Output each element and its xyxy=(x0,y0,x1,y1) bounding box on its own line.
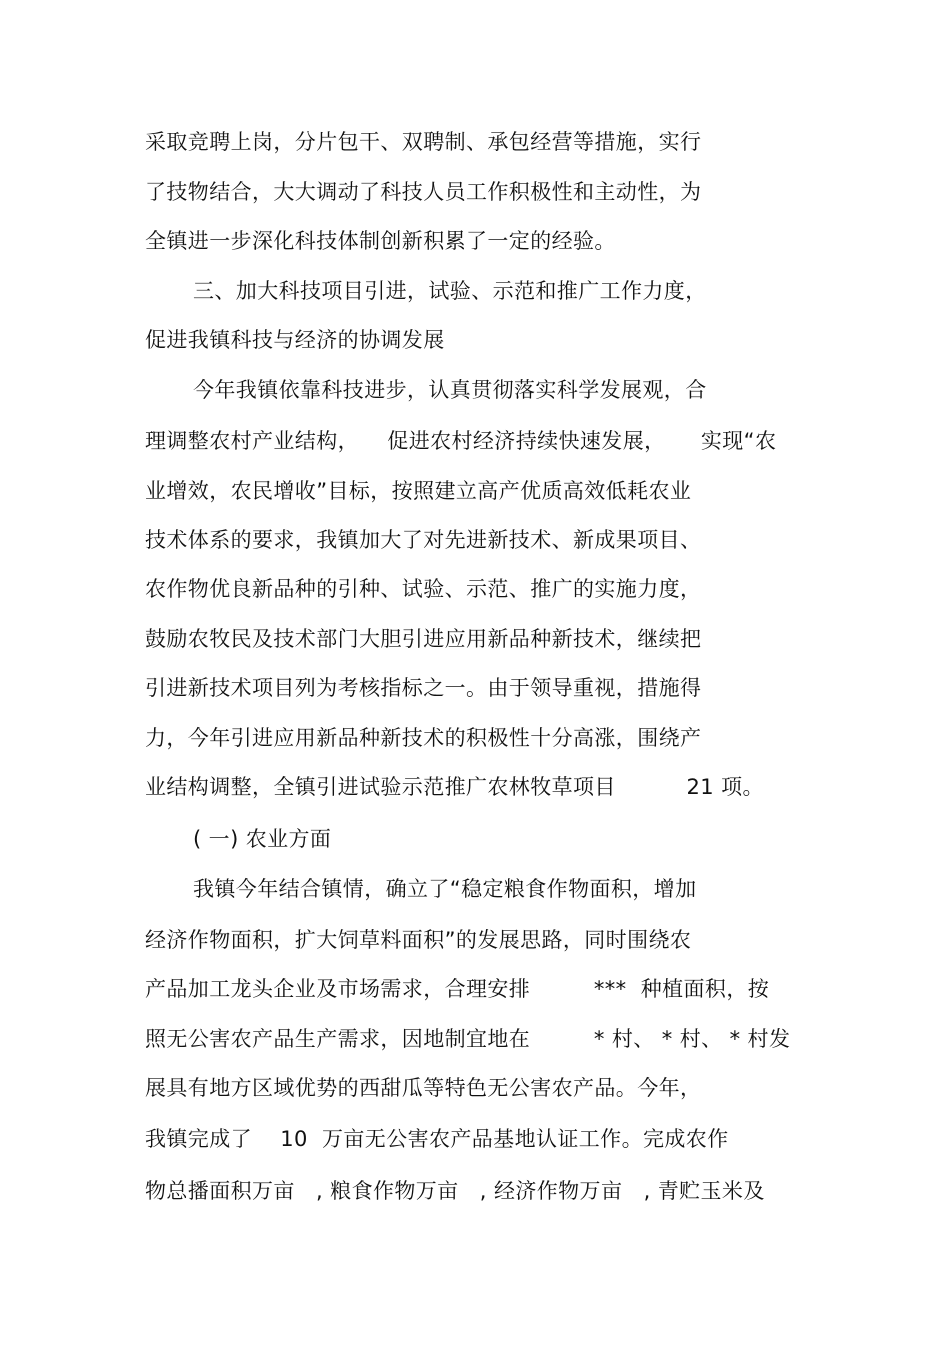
paragraph-line: 我镇完成了 10 万亩无公害农产品基地认证工作。完成农作 xyxy=(145,1127,729,1151)
paragraph-line: 理调整农村产业结构， 促进农村经济持续快速发展， 实现“农 xyxy=(145,429,777,453)
paragraph-line: 业结构调整，全镇引进试验示范推广农林牧草项目 21 项。 xyxy=(145,775,764,799)
paragraph-line: 今年我镇依靠科技进步，认真贯彻落实科学发展观，合 xyxy=(193,378,707,402)
section-heading-line: 促进我镇科技与经济的协调发展 xyxy=(145,328,445,352)
paragraph-line: 采取竞聘上岗，分片包干、双聘制、承包经营等措施，实行 xyxy=(145,130,702,154)
subsection-heading: ( 一) 农业方面 xyxy=(193,827,332,851)
paragraph-line: 产品加工龙头企业及市场需求，合理安排 *** 种植面积，按 xyxy=(145,977,770,1001)
paragraph-line: 业增效，农民增收”目标，按照建立高产优质高效低耗农业 xyxy=(145,479,692,503)
paragraph-line: 鼓励农牧民及技术部门大胆引进应用新品种新技术，继续把 xyxy=(145,627,702,651)
section-heading-line: 三、加大科技项目引进，试验、示范和推广工作力度， xyxy=(193,279,707,303)
paragraph-line: 照无公害农产品生产需求，因地制宜地在 * 村、 * 村、 * 村发 xyxy=(145,1027,791,1051)
paragraph-line: 农作物优良新品种的引种、试验、示范、推广的实施力度， xyxy=(145,577,702,601)
paragraph-line: 了技物结合，大大调动了科技人员工作积极性和主动性，为 xyxy=(145,180,702,204)
paragraph-line: 力，今年引进应用新品种新技术的积极性十分高涨，围绕产 xyxy=(145,726,702,750)
paragraph-line: 经济作物面积，扩大饲草料面积”的发展思路，同时围绕农 xyxy=(145,928,692,952)
paragraph-line: 引进新技术项目列为考核指标之一。由于领导重视，措施得 xyxy=(145,676,702,700)
paragraph-line: 物总播面积万亩 , 粮食作物万亩 , 经济作物万亩 , 青贮玉米及 xyxy=(145,1179,765,1203)
paragraph-line: 全镇进一步深化科技体制创新积累了一定的经验。 xyxy=(145,229,616,253)
paragraph-line: 展具有地方区域优势的西甜瓜等特色无公害农产品。今年， xyxy=(145,1076,702,1100)
paragraph-line: 技术体系的要求，我镇加大了对先进新技术、新成果项目、 xyxy=(145,528,702,552)
paragraph-line: 我镇今年结合镇情，确立了“稳定粮食作物面积，增加 xyxy=(193,877,697,901)
